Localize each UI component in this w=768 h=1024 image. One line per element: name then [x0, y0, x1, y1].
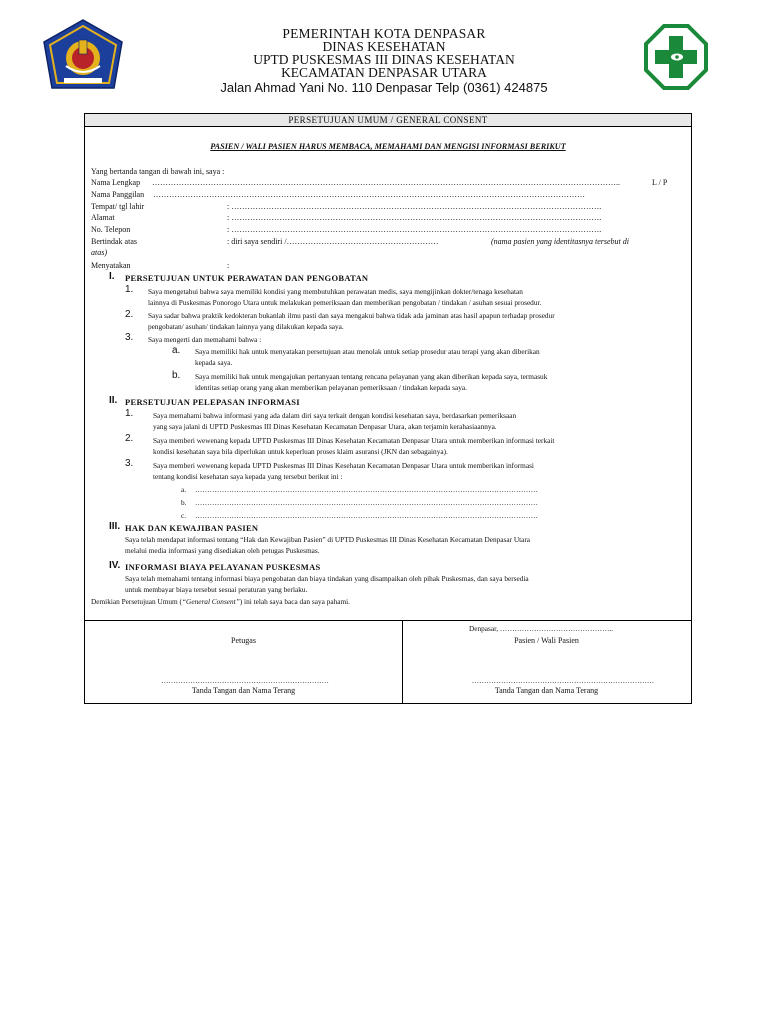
label-nama-lengkap: Nama Lengkap	[91, 178, 141, 187]
field-gender[interactable]: L / P	[652, 178, 668, 187]
sig-pasien-label: Pasien / Wali Pasien	[514, 636, 579, 645]
s3-line1: Saya telah mendapat informasi tentang “Hak dan Kewajiban Pasien” di UPTD Puskesmas III Dinas Kesehatan Kecamatan Denpasar Utara	[125, 535, 531, 544]
field-nama-panggilan[interactable]: ………………………………………………………………………………………………………………………………………………	[153, 190, 585, 199]
bertindak-note: (nama pasien yang identitasnya tersebut di	[491, 237, 629, 246]
field-no-telepon[interactable]: : ………………………………………………………………………………………………………………………….	[227, 225, 602, 234]
s1-item2-num: 2.	[125, 309, 134, 320]
closing-statement	[91, 597, 350, 607]
s2-item2-line1: Saya memberi wewenang kepada UPTD Puskesmas III Dinas Kesehatan Kecamatan Denpasar Utara untuk memberikan informasi terkait	[153, 436, 555, 445]
s2-recipient-b-letter: b.	[181, 498, 187, 507]
s1-sub-a-line2: kepada saya.	[195, 358, 233, 367]
sig-place-date[interactable]: Denpasar, ………………………………………..	[469, 624, 614, 633]
s1-sub-a-letter: a.	[172, 345, 181, 356]
s2-recipient-c-field[interactable]: ……………………………………………………………………………………………………………………………	[195, 511, 538, 520]
field-bertindak-atas[interactable]: : diri saya sendiri /…………………………………………………	[227, 237, 439, 246]
section-2-title: PERSETUJUAN PELEPASAN INFORMASI	[125, 397, 300, 407]
s3-line2: melalui media informasi yang disediakan oleh petugas Puskesmas.	[125, 546, 320, 555]
field-alamat[interactable]: : ………………………………………………………………………………………………………………………….	[227, 213, 602, 222]
section-1-numeral: I.	[109, 271, 115, 282]
header-uptd: UPTD PUSKESMAS III DINAS KESEHATAN	[253, 52, 515, 67]
label-no-telepon: No. Telepon	[91, 225, 131, 234]
s2-recipient-b-field[interactable]: ……………………………………………………………………………………………………………………………	[195, 498, 538, 507]
header-district: KECAMATAN DENPASAR UTARA	[281, 65, 487, 80]
sig-petugas-label: Petugas	[231, 636, 256, 645]
s4-line1: Saya telah memahami tentang informasi biaya pengobatan dan biaya tindakan yang disampaikan oleh pihak Puskesmas, dan saya bersedia	[125, 574, 529, 583]
s1-item2-line1: Saya sadar bahwa praktik kedokteran bukanlah ilmu pasti dan saya mengakui bahwa tidak ada jaminan atas hasil apapun terhadap prosedur	[148, 311, 555, 320]
sig-pasien-line[interactable]: …………………………………………………………………	[471, 676, 655, 685]
label-alamat: Alamat	[91, 213, 115, 222]
s2-item2-line2: kondisi kesehatan saya bila diperlukan untuk keperluan proses klaim asuransi (JKN dan sebagainya).	[153, 447, 448, 456]
header-address: Jalan Ahmad Yani No. 110 Denpasar Telp (0361) 424875	[220, 80, 548, 95]
label-nama-panggilan: Nama Panggilan	[91, 190, 145, 199]
header-government: PEMERINTAH KOTA DENPASAR	[282, 26, 486, 41]
menyatakan-colon: :	[227, 261, 230, 270]
s1-sub-a-line1: Saya memiliki hak untuk menyatakan persetujuan atau menolak untuk setiap prosedur atau terapi yang akan diberikan	[195, 347, 540, 356]
header-department: DINAS KESEHATAN	[322, 39, 446, 54]
section-4-title: INFORMASI BIAYA PELAYANAN PUSKESMAS	[125, 562, 321, 572]
s1-item1-line1: Saya mengetahui bahwa saya memiliki kondisi yang membutuhkan perawatan medis, saya mengijinkan dokter/tenaga kesehatan	[148, 287, 523, 296]
label-menyatakan: Menyatakan	[91, 261, 131, 270]
sig-petugas-caption: Tanda Tangan dan Nama Terang	[191, 686, 296, 695]
sig-petugas-line[interactable]: ……………………………………………………………	[161, 676, 329, 685]
s2-item1-line2: yang saya jalani di UPTD Puskesmas III Dinas Kesehatan Kecamatan Denpasar Utara, akan terjamin kerahasiaannya.	[153, 422, 497, 431]
field-tempat-tgl-lahir[interactable]: : ………………………………………………………………………………………………………………………….	[227, 202, 602, 211]
s1-item1-line2: lainnya di Puskesmas Ponorogo Utara untuk melakukan pemeriksaan dan memberikan pengobatan / tindakan / asuhan sesuai prosedur.	[148, 298, 542, 307]
form-title: PERSETUJUAN UMUM / GENERAL CONSENT	[85, 114, 691, 127]
section-2-numeral: II.	[109, 395, 118, 406]
s1-item2-line2: pengobatan/ asuhan/ tindakan lainnya yang dilakukan kepada saya.	[148, 322, 344, 331]
s2-recipient-a-letter: a.	[181, 485, 187, 494]
closing-general-consent: “General Consent”	[182, 597, 240, 606]
s1-sub-b-line1: Saya memiliki hak untuk mengajukan pertanyaan tentang rencana pelayanan yang akan diberikan kepada saya, termasuk	[195, 372, 548, 381]
s2-item3-line2: tentang kondisi kesehatan saya kepada yang tersebut berikut ini :	[153, 472, 343, 481]
form-instruction: PASIEN / WALI PASIEN HARUS MEMBACA, MEMAHAMI DAN MENGISI INFORMASI BERIKUT	[210, 142, 566, 151]
s1-item1-num: 1.	[125, 284, 134, 295]
s1-sub-b-line2: identitas setiap orang yang akan memberikan pelayanan pemeriksaan / tindakan kepada saya.	[195, 383, 467, 392]
consent-form	[84, 113, 692, 704]
s2-recipient-c-letter: c.	[181, 511, 187, 520]
closing-pre: Demikian Persetujuan Umum (	[91, 597, 182, 606]
section-4-numeral: IV.	[109, 560, 121, 571]
intro-text: Yang bertanda tangan di bawah ini, saya :	[91, 167, 225, 176]
s2-item3-num: 3.	[125, 458, 134, 469]
s1-item3-num: 3.	[125, 332, 134, 343]
closing-post: ) ini telah saya baca dan saya pahami.	[239, 597, 350, 606]
s1-sub-b-letter: b.	[172, 370, 181, 381]
s2-item2-num: 2.	[125, 433, 134, 444]
s2-item3-line1: Saya memberi wewenang kepada UPTD Puskesmas III Dinas Kesehatan Kecamatan Denpasar Utara untuk memberikan informasi	[153, 461, 534, 470]
s2-item1-num: 1.	[125, 408, 134, 419]
field-nama-lengkap[interactable]: …………………………………………………………………………………………………………………………………………………………..	[152, 178, 620, 187]
s2-recipient-a-field[interactable]: ……………………………………………………………………………………………………………………………	[195, 485, 538, 494]
s2-item1-line1: Saya memahami bahwa informasi yang ada dalam diri saya terkait dengan kondisi kesehatan saya, berdasarkan pemeriksaan	[153, 411, 517, 420]
bertindak-note-cont: atas)	[91, 248, 107, 257]
section-1-title: PERSETUJUAN UNTUK PERAWATAN DAN PENGOBATAN	[125, 273, 369, 283]
s4-line2: untuk membayar biaya tersebut sesuai peraturan yang berlaku.	[125, 585, 308, 594]
section-3-title: HAK DAN KEWAJIBAN PASIEN	[125, 523, 259, 533]
label-bertindak-atas: Bertindak atas	[91, 237, 137, 246]
signature-divider	[85, 620, 691, 621]
sig-pasien-caption: Tanda Tangan dan Nama Terang	[494, 686, 599, 695]
label-tempat-tgl-lahir: Tempat/ tgl lahir	[91, 202, 145, 211]
s1-item3-line1: Saya mengerti dan memahami bahwa :	[148, 335, 262, 344]
section-3-numeral: III.	[109, 521, 121, 532]
